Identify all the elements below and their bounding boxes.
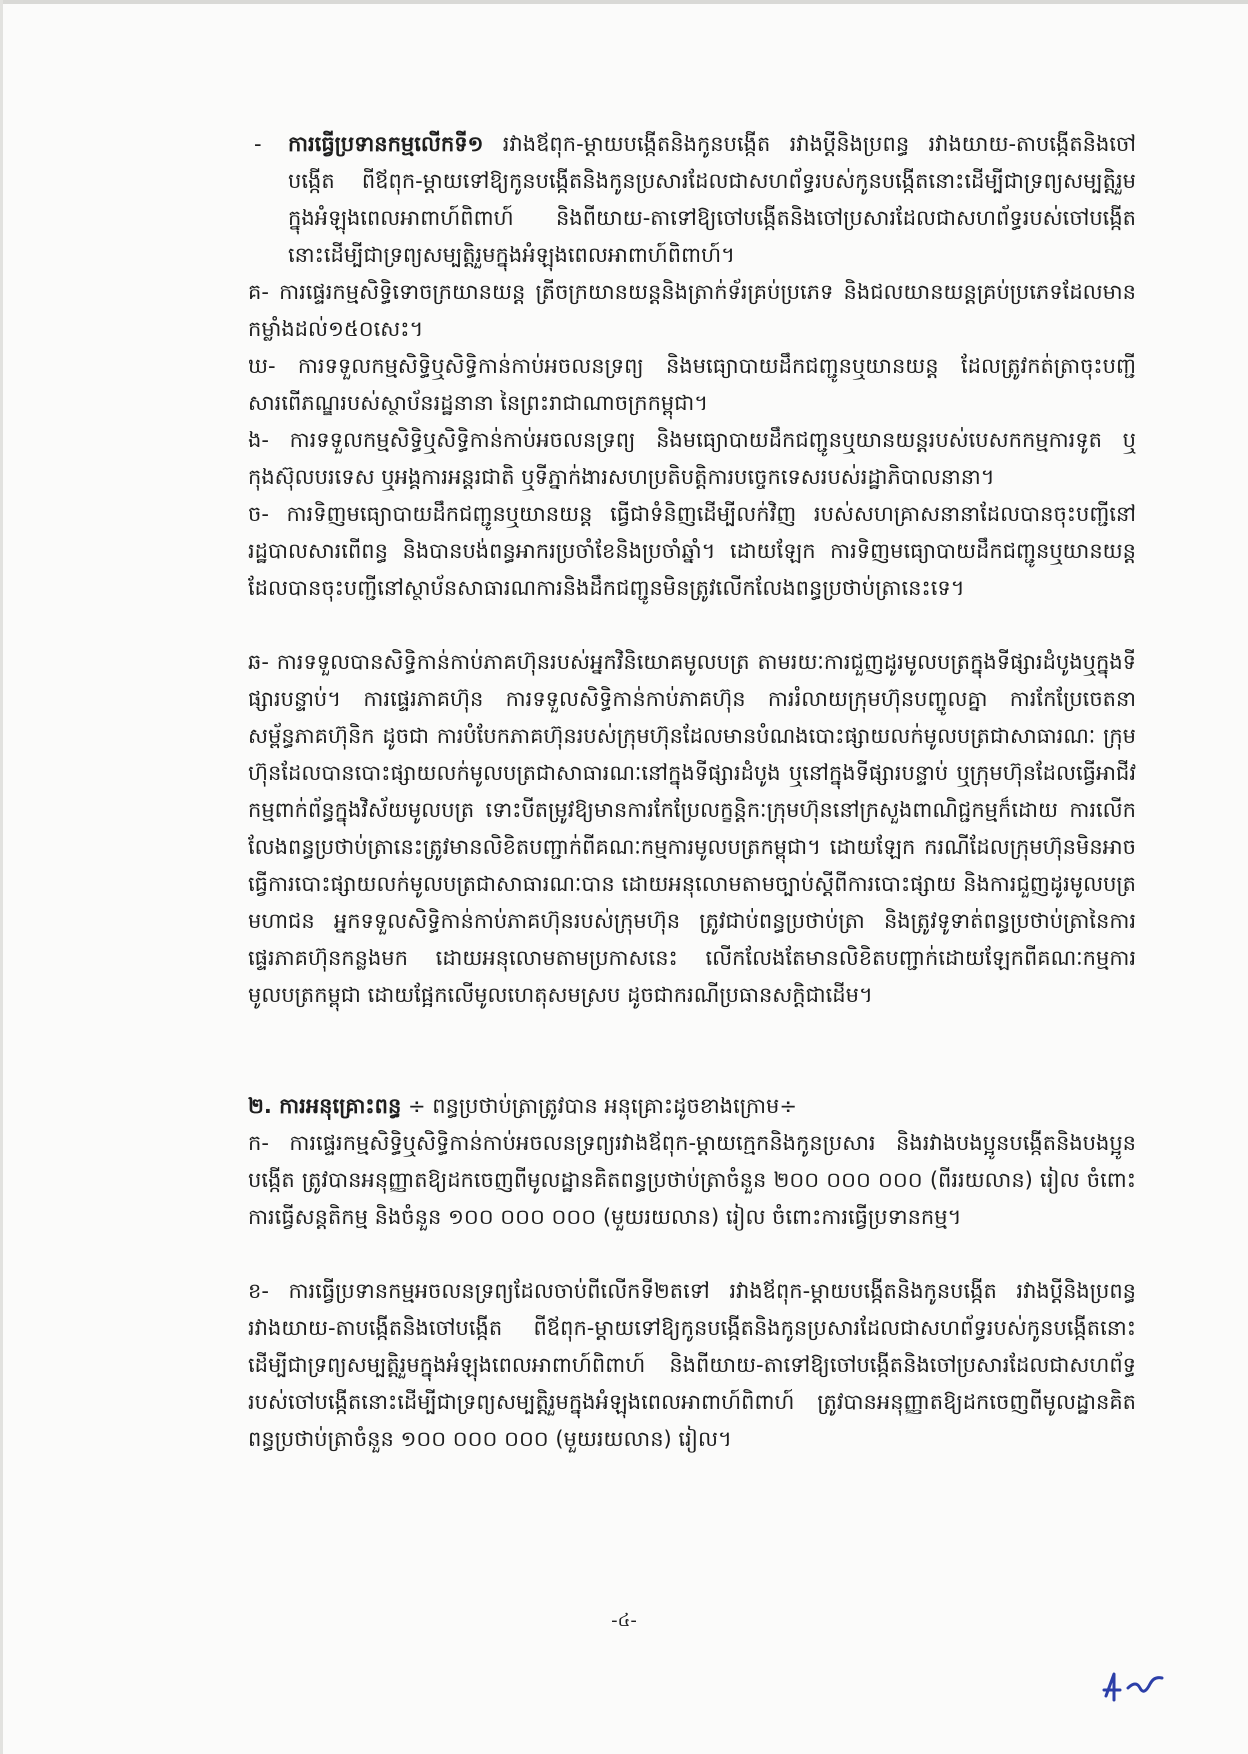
- paragraph-heading: ការធ្វើប្រទានកម្មលើកទី១: [288, 132, 484, 156]
- paragraph-text: ក- ការផ្ទេរកម្មសិទ្ធិឬសិទ្ធិកាន់កាប់អចលនទ្រព្យរវាងឪពុក-ម្ដាយក្មេកនិងកូនប្រសារ និងរវាងបងប្អូនបង្កើតនិងបងប្អូនបង្កើត ត្រូវបានអនុញ្ញាតឱ្យដកចេញពីមូលដ្ឋានគិតពន្ធប្រថាប់ត្រាចំនួន ២០០ ០០០ ០០០ (ពីររយលាន) រៀល ចំពោះការធ្វើសន្តតិកម្ម និងចំនួន ១០០ ០០០ ០០០ (មួយរយលាន) រៀល ចំពោះការធ្វើប្រទានកម្ម។: [248, 1131, 1136, 1229]
- paragraph-item-ka: [248, 1125, 1136, 1273]
- paragraph-text: ខ- ការធ្វើប្រទានកម្មអចលនទ្រព្យដែលចាប់ពីលើកទី២តទៅ រវាងឪពុក-ម្ដាយបង្កើតនិងកូនបង្កើត រវាងប្ដីនិងប្រពន្ធ រវាងយាយ-តាបង្កើតនិងចៅបង្កើត ពីឪពុក-ម្ដាយទៅឱ្យកូនបង្កើតនិងកូនប្រសារដែលជាសហព័ទ្ធរបស់កូនបង្កើតនោះដើម្បីជាទ្រព្យសម្បត្តិរួមក្នុងអំឡុងពេលអាពាហ៍ពិពាហ៍ និងពីយាយ-តាទៅឱ្យចៅបង្កើតនិងចៅប្រសារដែលជាសហព័ទ្ធរបស់ចៅបង្កើតនោះដើម្បីជាទ្រព្យសម្បត្តិរួមក្នុងអំឡុងពេលអាពាហ៍ពិពាហ៍ ត្រូវបានអនុញ្ញាតឱ្យដកចេញពីមូលដ្ឋានគិតពន្ធប្រថាប់ត្រាចំនួន ១០០ ០០០ ០០០ (មួយរយលាន) រៀល។: [248, 1279, 1136, 1451]
- handwritten-initials: [1098, 1666, 1168, 1710]
- paragraph-item-cha: [248, 496, 1136, 644]
- paragraph-item-ngo: [248, 422, 1136, 496]
- paragraph-text: ង- ការទទួលកម្មសិទ្ធិឬសិទ្ធិកាន់កាប់អចលនទ្រព្យ និងមធ្យោបាយដឹកជញ្ជូនឬយានយន្តរបស់បេសកកម្មការទូត ឬកុងស៊ុលបរទេស ឬអង្គការអន្តរជាតិ ឬទីភ្នាក់ងារសហប្រតិបត្តិការបច្ចេកទេសរបស់រដ្ឋាភិបាលនានា។: [248, 428, 1136, 489]
- paragraph-item-chha: [248, 644, 1136, 1088]
- section-heading-tax-relief: [248, 1088, 1136, 1125]
- paragraph-item-kha: [248, 1273, 1136, 1463]
- paragraph-item-kho: [248, 348, 1136, 422]
- paragraph-item-ko: [248, 274, 1136, 348]
- document-body: [248, 126, 1136, 1463]
- paragraph-text: ឃ- ការទទួលកម្មសិទ្ធិឬសិទ្ធិកាន់កាប់អចលនទ្រព្យ និងមធ្យោបាយដឹកជញ្ជូនឬយានយន្ត ដែលត្រូវកត់ត្រាចុះបញ្ជីសារពើភណ្ឌរបស់ស្ថាប័នរដ្ឋនានា នៃព្រះរាជាណាចក្រកម្ពុជា។: [248, 354, 1136, 415]
- scan-edge-left: [0, 0, 3, 1754]
- paragraph-text: គ- ការផ្ទេរកម្មសិទ្ធិទោចក្រយានយន្ត ត្រីចក្រយានយន្តនិងត្រាក់ទ័រគ្រប់ប្រភេទ និងជលយានយន្តគ្រប់ប្រភេទដែលមានកម្លាំងដល់១៥០សេះ។: [248, 280, 1136, 341]
- paragraph-text: រវាងឪពុក-ម្ដាយបង្កើតនិងកូនបង្កើត រវាងប្ដីនិងប្រពន្ធ រវាងយាយ-តាបង្កើតនិងចៅបង្កើត ពីឪពុក-ម្ដាយទៅឱ្យកូនបង្កើតនិងកូនប្រសារដែលជាសហព័ទ្ធរបស់កូនបង្កើតនោះដើម្បីជាទ្រព្យសម្បត្តិរួមក្នុងអំឡុងពេលអាពាហ៍ពិពាហ៍ និងពីយាយ-តាទៅឱ្យចៅបង្កើតនិងចៅប្រសារដែលជាសហព័ទ្ធរបស់ចៅបង្កើតនោះដើម្បីជាទ្រព្យសម្បត្តិរួមក្នុងអំឡុងពេលអាពាហ៍ពិពាហ៍។: [288, 132, 1136, 267]
- scan-edge-top: [0, 0, 1248, 4]
- paragraph-text: ច- ការទិញមធ្យោបាយដឹកជញ្ជូនឬយានយន្ត ធ្វើជាទំនិញដើម្បីលក់វិញ របស់សហគ្រាសនានាដែលបានចុះបញ្ជីនៅរដ្ឋបាលសារពើពន្ធ និងបានបង់ពន្ធអាករប្រចាំខែនិងប្រចាំឆ្នាំ។ ដោយឡែក ការទិញមធ្យោបាយដឹកជញ្ជូនឬយានយន្តដែលបានចុះបញ្ជីនៅស្ថាប័នសាធារណការនិងដឹកជញ្ជូនមិនត្រូវលើកលែងពន្ធប្រថាប់ត្រានេះទេ។: [248, 502, 1136, 600]
- paragraph-bullet-first-donation: [248, 126, 1136, 274]
- section-heading: ២. ការអនុគ្រោះពន្ធ: [248, 1094, 402, 1118]
- paragraph-text: ឆ- ការទទួលបានសិទ្ធិកាន់កាប់ភាគហ៊ុនរបស់អ្នកវិនិយោគមូលបត្រ តាមរយៈការជួញដូរមូលបត្រក្នុងទីផ្សារដំបូងឬក្នុងទីផ្សារបន្ទាប់។ ការផ្ទេរភាគហ៊ុន ការទទួលសិទ្ធិកាន់កាប់ភាគហ៊ុន ការរំលាយក្រុមហ៊ុនបញ្ចូលគ្នា ការកែប្រែចេតនាសម្ព័ន្ធភាគហ៊ុនិក ដូចជា ការបំបែកភាគហ៊ុនរបស់ក្រុមហ៊ុនដែលមានបំណងបោះផ្សាយលក់មូលបត្រជាសាធារណៈ ក្រុមហ៊ុនដែលបានបោះផ្សាយលក់មូលបត្រជាសាធារណៈនៅក្នុងទីផ្សារដំបូង ឬនៅក្នុងទីផ្សារបន្ទាប់ ឬក្រុមហ៊ុនដែលធ្វើអាជីវកម្មពាក់ព័ន្ធក្នុងវិស័យមូលបត្រ ទោះបីតម្រូវឱ្យមានការកែប្រែលក្ខន្តិកៈក្រុមហ៊ុននៅក្រសួងពាណិជ្ជកម្មក៏ដោយ ការលើកលែងពន្ធប្រថាប់ត្រានេះត្រូវមានលិខិតបញ្ជាក់ពីគណៈកម្មការមូលបត្រកម្ពុជា។ ដោយឡែក ករណីដែលក្រុមហ៊ុនមិនអាចធ្វើការបោះផ្សាយលក់មូលបត្រជាសាធារណៈបាន ដោយអនុលោមតាមច្បាប់ស្ដីពីការបោះផ្សាយ និងការជួញដូរមូលបត្រមហាជន អ្នកទទួលសិទ្ធិកាន់កាប់ភាគហ៊ុនរបស់ក្រុមហ៊ុន ត្រូវជាប់ពន្ធប្រថាប់ត្រា និងត្រូវទូទាត់ពន្ធប្រថាប់ត្រានៃការផ្ទេរភាគហ៊ុនកន្លងមក ដោយអនុលោមតាមប្រកាសនេះ លើកលែងតែមានលិខិតបញ្ជាក់ដោយឡែកពីគណៈកម្មការមូលបត្រកម្ពុជា ដោយផ្អែកលើមូលហេតុសមស្រប ដូចជាករណីប្រធានសក្តិជាដើម។: [248, 650, 1136, 1007]
- bullet-dash: -: [254, 132, 262, 156]
- section-heading-text: ÷ ពន្ធប្រថាប់ត្រាត្រូវបាន អនុគ្រោះដូចខាងក្រោម÷: [401, 1094, 797, 1118]
- page-number: -៤-: [611, 1610, 637, 1631]
